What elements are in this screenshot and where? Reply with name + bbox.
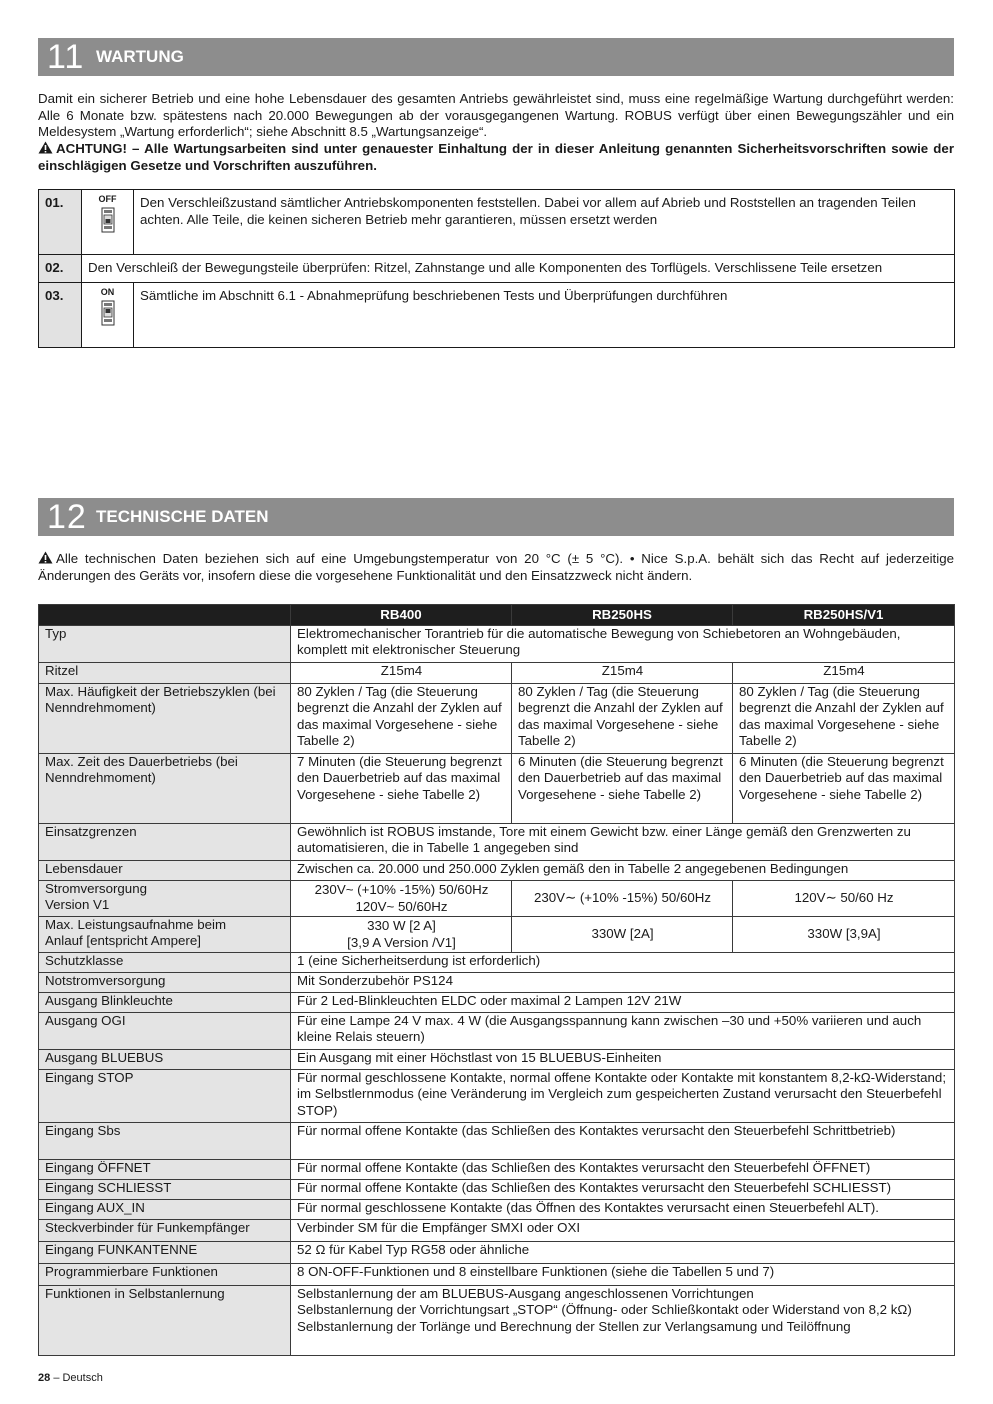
maintenance-step [39,255,955,283]
row-label: Ausgang OGI [39,1013,291,1050]
row-label: Typ [39,626,291,663]
section-number: 12 [47,498,87,536]
row-label: Ausgang BLUEBUS [39,1050,291,1070]
step-text: Den Verschleißzustand sämtlicher Antriebskomponenten feststellen. Dabei vor allem auf Abrieb und Roststellen an tragenden Teilen achten. Alle Teile, die keinen sicheren Betrieb mehr garantieren, müssen ersetzt werden [134,190,955,255]
table-header-row [39,605,955,626]
table-row [39,684,955,754]
row-value: Verbinder SM für die Empfänger SMXI oder OXI [291,1220,955,1242]
step-number: 01. [39,190,82,255]
table-row [39,993,955,1013]
row-label: Lebensdauer [39,861,291,881]
row-value: Für normal geschlossene Kontakte, normal offene Kontakte oder Kontakte mit konstantem 8,2-kΩ-Widerstand; im Selbstlernmodus (eine Veränderung im Vergleich zum gespeicherten Zustand verursacht den Steuerbefehl STOP) [291,1070,955,1123]
row-value: Für eine Lampe 24 V max. 4 W (die Ausgangsspannung kann zwischen –30 und +50% variieren und auch kleine Relais steuern) [291,1013,955,1050]
row-value: Zwischen ca. 20.000 und 250.000 Zyklen gemäß den in Tabelle 2 angegebenen Bedingungen [291,861,955,881]
value-line: 230V~ (+10% -15%) 50/60Hz [314,882,489,898]
value-line: 330 W [2 A] [367,918,436,934]
row-value: 80 Zyklen / Tag (die Steuerung begrenzt die Anzahl der Zyklen auf das maximal Vorgesehene - siehe Tabelle 2) [512,684,733,754]
tech-data-note [38,551,954,584]
row-value: 330W [3,9A] [733,917,955,953]
table-row [39,861,955,881]
row-value: Ein Ausgang mit einer Höchstlast von 15 BLUEBUS-Einheiten [291,1050,955,1070]
row-value: 52 Ω für Kabel Typ RG58 oder ähnliche [291,1242,955,1264]
row-value: 330W [2A] [512,917,733,953]
table-row [39,663,955,684]
row-label: Eingang AUX_IN [39,1200,291,1220]
row-value: 120V∼ 50/60 Hz [733,881,955,917]
row-label: Eingang FUNKANTENNE [39,1242,291,1264]
maintenance-steps-table [38,189,955,348]
section-number: 11 [47,38,85,76]
row-value: Mit Sonderzubehör PS124 [291,973,955,993]
table-row [39,754,955,824]
row-label: Programmierbare Funktionen [39,1264,291,1286]
row-value [291,881,512,917]
row-value: Für normal offene Kontakte (das Schließen des Kontaktes verursacht den Steuerbefehl Schrittbetrieb) [291,1123,955,1160]
row-label: Eingang ÖFFNET [39,1160,291,1180]
row-label: Ausgang Blinkleuchte [39,993,291,1013]
row-value: Gewöhnlich ist ROBUS imstande, Tore mit einem Gewicht bzw. einer Länge gemäß den Grenzwerten zu automatisieren, die in Tabelle 1 angegeben sind [291,824,955,861]
row-label: Schutzklasse [39,953,291,973]
column-header: RB400 [291,605,512,626]
step-text: Den Verschleiß der Bewegungsteile überprüfen: Ritzel, Zahnstange und alle Komponenten des Torflügels. Verschlissene Teile ersetzen [82,255,955,283]
step-number: 03. [39,282,82,347]
warning-icon [38,551,53,564]
technical-data-table [38,604,955,1356]
section-11-header [38,38,954,76]
note-text: Alle technischen Daten beziehen sich auf eine Umgebungstemperatur von 20 °C (± 5 °C). • Nice S.p.A. behält sich das Recht auf jederzeitige Änderungen des Geräts vor, insofern diese die vorgesehene Funktionalität und den Einsatzzweck nicht ändern. [38,551,954,583]
row-value: Für 2 Led-Blinkleuchten ELDC oder maximal 2 Lampen 12V 21W [291,993,955,1013]
label-line: Anlauf [entspricht Ampere] [45,933,201,949]
table-row [39,1220,955,1242]
value-line: 120V~ 50/60Hz [355,898,448,914]
row-value: 80 Zyklen / Tag (die Steuerung begrenzt die Anzahl der Zyklen auf das maximal Vorgesehene - siehe Tabelle 2) [291,684,512,754]
label-line: Version V1 [45,897,110,913]
table-row [39,973,955,993]
label-line: Max. Leistungsaufnahme beim [45,917,227,932]
row-label: Max. Häufigkeit der Betriebszyklen (bei Nenndrehmoment) [39,684,291,754]
row-value: 7 Minuten (die Steuerung begrenzt den Dauerbetrieb auf das maximal Vorgesehene - siehe Tabelle 2) [291,754,512,824]
table-row [39,881,955,917]
value-line: Selbstanlernung der Torlänge und Berechnung der Stellen zur Verlangsamung und Teilöffnung [297,1318,851,1334]
step-text: Sämtliche im Abschnitt 6.1 - Abnahmeprüfung beschriebenen Tests und Überprüfungen durchführen [134,282,955,347]
row-value: 1 (eine Sicherheitserdung ist erforderlich) [291,953,955,973]
step-number: 02. [39,255,82,283]
section-title: TECHNISCHE DATEN [96,507,269,526]
row-label: Ritzel [39,663,291,684]
row-value: Z15m4 [512,663,733,684]
step-icon-cell [82,190,134,255]
row-value [291,917,512,953]
row-label: Notstromversorgung [39,973,291,993]
label-line: Stromversorgung [45,881,147,896]
row-label: Einsatzgrenzen [39,824,291,861]
row-value: Z15m4 [733,663,955,684]
row-value: Für normal offene Kontakte (das Schließen des Kontaktes verursacht den Steuerbefehl SCHLIESST) [291,1180,955,1200]
maintenance-warning [38,141,954,174]
breaker-switch-off-icon [101,207,115,233]
table-row [39,1013,955,1050]
section-12-header [38,498,954,536]
row-label [39,881,291,917]
row-value: 8 ON-OFF-Funktionen und 8 einstellbare Funktionen (siehe die Tabellen 5 und 7) [291,1264,955,1286]
value-line: [3,9 A Version /V1] [347,934,456,950]
row-label: Max. Zeit des Dauerbetriebs (bei Nenndrehmoment) [39,754,291,824]
table-row [39,1200,955,1220]
table-row [39,1242,955,1264]
table-row [39,1264,955,1286]
row-value: Für normal geschlossene Kontakte (das Öffnen des Kontaktes verursacht einen Steuerbefehl ALT). [291,1200,955,1220]
step-icon-cell [82,282,134,347]
row-label: Eingang Sbs [39,1123,291,1160]
table-row [39,824,955,861]
row-value: 6 Minuten (die Steuerung begrenzt den Dauerbetrieb auf das maximal Vorgesehene - siehe Tabelle 2) [512,754,733,824]
table-row [39,1123,955,1160]
maintenance-intro: Damit ein sicherer Betrieb und eine hohe Lebensdauer des gesamten Antriebs gewährleistet sind, muss eine regelmäßige Wartung durchgeführt werden: Alle 6 Monate bzw. spätestens nach 20.000 Bewegungen ab der vorausgegangenen Wartung. ROBUS verfügt über einen Bewegungszähler und ein Meldesystem „Wartung erforderlich“; siehe Abschnitt 8.5 „Wartungsanzeige“. [38,91,954,140]
table-row [39,626,955,663]
warning-icon [38,141,53,154]
header-empty [39,605,291,626]
section-title: WARTUNG [96,47,184,66]
maintenance-step [39,282,955,347]
warning-text: ACHTUNG! – Alle Wartungsarbeiten sind unter genauester Einhaltung der in dieser Anleitung genannten Sicherheitsvorschriften sowie der einschlägigen Gesetze und Vorschriften auszuführen. [38,141,954,173]
row-value [291,1286,955,1356]
row-value: Für normal offene Kontakte (das Schließen des Kontaktes verursacht den Steuerbefehl ÖFFNET) [291,1160,955,1180]
switch-state-label: ON [100,286,115,297]
row-value: Elektromechanischer Torantrieb für die automatische Bewegung von Schiebetoren an Wohngebäuden, komplett mit elektronischer Steuerung [291,626,955,663]
value-line: Selbstanlernung der am BLUEBUS-Ausgang angeschlossenen Vorrichtungen [297,1286,754,1301]
row-value: 6 Minuten (die Steuerung begrenzt den Dauerbetrieb auf das maximal Vorgesehene - siehe Tabelle 2) [733,754,955,824]
switch-state-label: OFF [98,194,117,204]
table-row [39,953,955,973]
table-row [39,1160,955,1180]
row-label: Eingang SCHLIESST [39,1180,291,1200]
breaker-switch-on-icon [101,300,115,326]
table-row [39,1050,955,1070]
column-header: RB250HS/V1 [733,605,955,626]
table-row [39,1180,955,1200]
page-footer [38,1372,103,1384]
table-row [39,1070,955,1123]
footer-language: – Deutsch [53,1372,103,1384]
column-header: RB250HS [512,605,733,626]
row-value: 80 Zyklen / Tag (die Steuerung begrenzt die Anzahl der Zyklen auf das maximal Vorgesehene - siehe Tabelle 2) [733,684,955,754]
row-value: Z15m4 [291,663,512,684]
row-label [39,917,291,953]
row-label: Steckverbinder für Funkempfänger [39,1220,291,1242]
page-number: 28 [38,1372,51,1384]
maintenance-step [39,190,955,255]
row-value: 230V∼ (+10% -15%) 50/60Hz [512,881,733,917]
row-label: Funktionen in Selbstanlernung [39,1286,291,1356]
table-row [39,1286,955,1356]
row-label: Eingang STOP [39,1070,291,1123]
value-line: Selbstanlernung der Vorrichtungsart „STOP“ (Öffnung- oder Schließkontakt oder Widerstand von 8,2 kΩ) [297,1302,912,1318]
table-row [39,917,955,953]
